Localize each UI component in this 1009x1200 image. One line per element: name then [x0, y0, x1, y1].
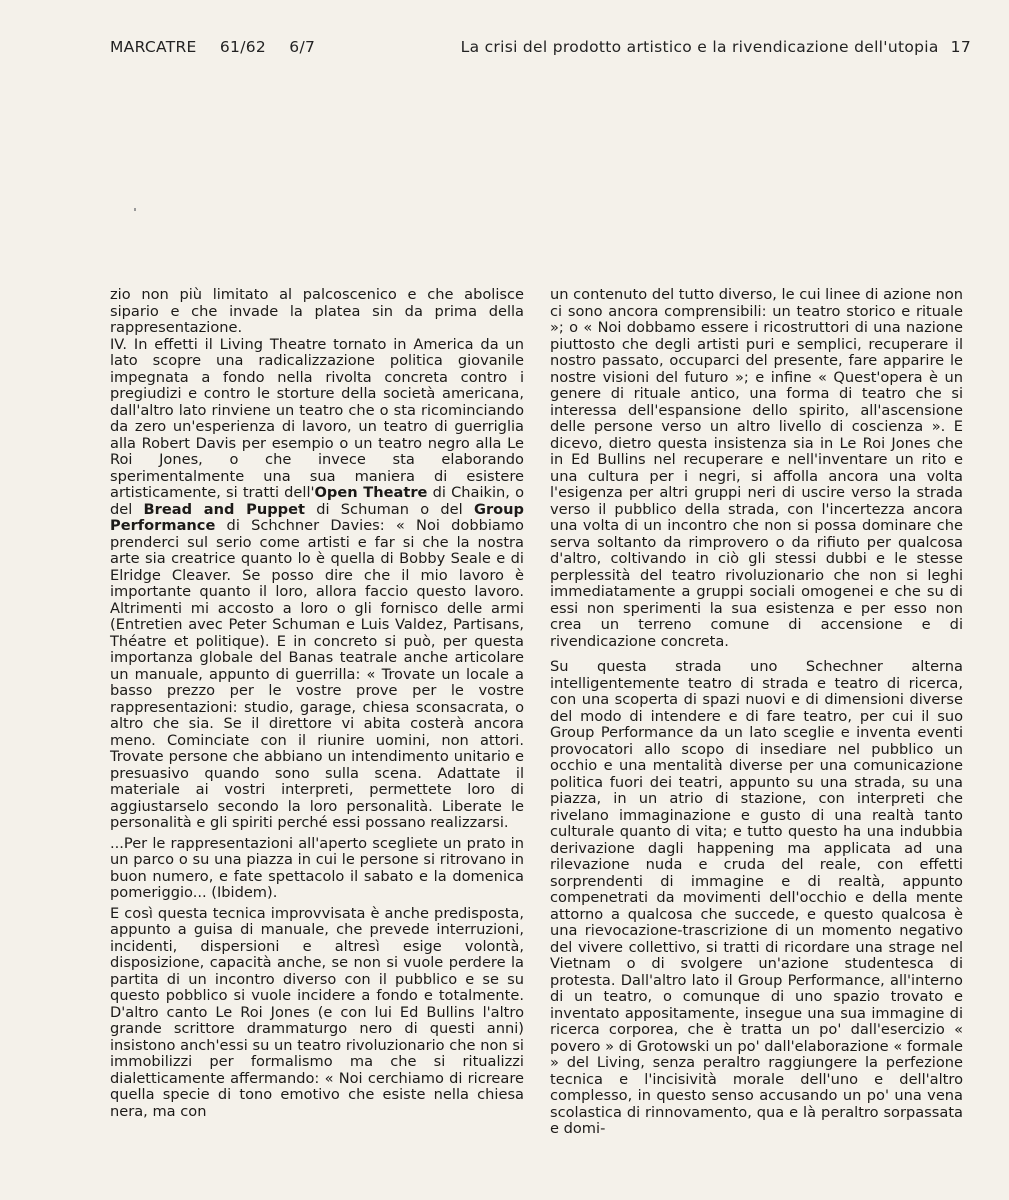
- issue-number: 61/62: [219, 38, 267, 56]
- paper-speck: [134, 208, 136, 211]
- left-column: [110, 287, 524, 1120]
- header-left: [110, 38, 333, 56]
- issue-part: 6/7: [289, 38, 316, 56]
- paragraph: ...Per le rappresentazioni all'aperto scegliete un prato in un parco o su una piazza in cui le persone si ritrovano in buon numero, e fate spettacolo il sabato e la domenica pomeriggio... (Ibidem).: [110, 834, 524, 901]
- page-number: 17: [950, 38, 971, 56]
- running-header: [110, 38, 971, 62]
- bold-term: Group Performance: [110, 500, 525, 534]
- text-run: di Schuman o del: [304, 500, 474, 518]
- right-column: [550, 287, 963, 1138]
- article-title: La crisi del prodotto artistico e la rivendicazione dell'utopia: [460, 38, 939, 56]
- text-run: IV. In effetti il Living Theatre tornato in America da un lato scopre una radicalizzazione politica giovanile impegnata a fondo nella rivolta concreta contro i pregiudizi e contro le storture della società americana, dall'altro lato rinviene un teatro che o sta ricominciando da zero un'esperienza di lavoro, un teatro di guerriglia alla Robert Davis per esempio o un teatro negro alla Le Roi Jones, o che invece sta elaborando sperimentalmente una sua maniera di esistere artisticamente, si tratti dell': [110, 335, 524, 501]
- bold-term: Open Theatre: [314, 484, 428, 501]
- paragraph: E così questa tecnica improvvisata è anche predisposta, appunto a guisa di manuale, che prevede interruzioni, incidenti, dispersioni e altresì esige volontà, disposizione, capacità anche, se non si vuole perdere la partita di un incontro diverso con il pubblico e se su questo pobblico si vuole incidere a fondo e totalmente. D'altro canto Le Roi Jones (e con lui Ed Bullins l'altro grande scrittore drammaturgo nero di questi anni) insistono anch'essi su un teatro rivoluzionario che non si immobilizzi per formalismo ma che si ritualizzi dialetticamente affermando: « Noi cerchiamo di ricreare quella specie di tono emotivo che esiste nella chiesa nera, ma con: [110, 904, 524, 1120]
- paragraph: zio non più limitato al palcoscenico e che abolisce sipario e che invade la platea sin da prima della rappresentazione.: [110, 286, 524, 336]
- paragraph: un contenuto del tutto diverso, le cui linee di azione non ci sono ancora comprensibili: un teatro storico e rituale »; o « Noi dobbamo essere i ricostruttori di una nazione piuttosto che degli artisti puri e semplici, recuperare il nostro passato, occuparci del presente, fare apparire le nostre visioni del futuro »; e infine « Quest'opera è un genere di rituale antico, una forma di teatro che si interessa dell'espansione dello spirito, all'ascensione delle persone verso un altro livello di coscienza ». E dicevo, dietro questa insistenza sia in Le Roi Jones che in Ed Bullins nel recuperare e nell'inventare un rito e una cultura per i negri, si affolla ancora una volta l'esigenza per altri gruppi neri di uscire verso la strada verso il pubblico della strada, con l'incertezza ancora una volta di un incontro che non si possa dominare che serva soltanto da rimprovero o da rifiuto per qualcosa d'altro, coltivando in ciò gli stessi dubbi e le stesse perplessità del teatro rivoluzionario che non si leghi immediatamente a gruppi sociali omogenei e che su di essi non sperimenti la sua esistenza e per esso non crea un terreno comune di accensione e di rivendicazione concreta.: [550, 286, 963, 650]
- paragraph: Su questa strada uno Schechner alterna intelligentemente teatro di strada e teatro di ricerca, con una scoperta di spazi nuovi e di dimensioni diverse del modo di intendere e di fare teatro, per cui il suo Group Performance da un lato sceglie e inventa eventi provocatori allo scopo di insediare nel pubblico un occhio e una mentalità diverse per una comunicazione politica fuori dei teatri, appunto su una strada, su una piazza, in un atrio di stazione, con interpreti che rivelano immaginazione e gusto di una realtà tanto culturale quanto di vita; e tutto questo ha una indubbia derivazione dagli happening ma applicata ad una rilevazione nuda e cruda del reale, con effetti sorprendenti di immagine e di realtà, appunto compenetrati da movimenti dell'occhio e della mente attorno a qualcosa che succede, e questo qualcosa è una rievocazione-trascrizione di un momento negativo del vivere collettivo, si tratti di ricordare una strage nel Vietnam o di svolgere un'azione studentesca di protesta. Dall'altro lato il Group Performance, all'interno di un teatro, o comunque di uno spazio trovato e inventato appositamente, insegue una sua immagine di ricerca corporea, che è tratta un po' dall'esercizio « povero » di Grotowski un po' dall'elaborazione « formale » del Living, senza peraltro raggiungere la perfezione tecnica e l'incisività morale dell'uno e dell'altro complesso, in questo senso accusando un po' una vena scolastica di rinnovamento, qua e là peraltro sorpassata e domi-: [550, 658, 963, 1137]
- bold-term: Bread and Puppet: [143, 500, 305, 518]
- text-run: di Schchner Davies: « Noi dobbiamo prenderci sul serio come artisti e far si che la nostra arte sia creatrice quanto lo è quella di Bobby Seale e di Elridge Cleaver. Se posso dire che il mio lavoro è importante quanto il loro, allora faccio questo lavoro. Altrimenti mi accosto a loro o gli fornisco delle armi (Entretien avec Peter Schuman e Luis Valdez, Partisans, Théatre et politique). E in concreto si può, per questa importanza globale del Banas teatrale anche articolare un manuale, appunto di guerrilla: « Trovate un locale a basso prezzo per le vostre prove per le vostre rappresentazioni: studio, garage, chiesa sconsacrata, o altro che sia. Se il direttore vi abita costerà ancora meno. Cominciate con il riunire uomini, non attori. Trovate persone che abbiano un intendimento unitario e presuasivo quando sono sulla scena. Adattate il materiale ai vostri interpreti, permettete loro di aggiustarselo secondo la loro personalità. Liberate le personalità e gli spiriti perché essi possano realizzarsi.: [110, 517, 524, 831]
- paragraph: [110, 337, 524, 832]
- header-right: [461, 38, 971, 56]
- journal-name: MARCATRE: [110, 38, 197, 56]
- text-run: di Chaikin, o del: [110, 484, 524, 518]
